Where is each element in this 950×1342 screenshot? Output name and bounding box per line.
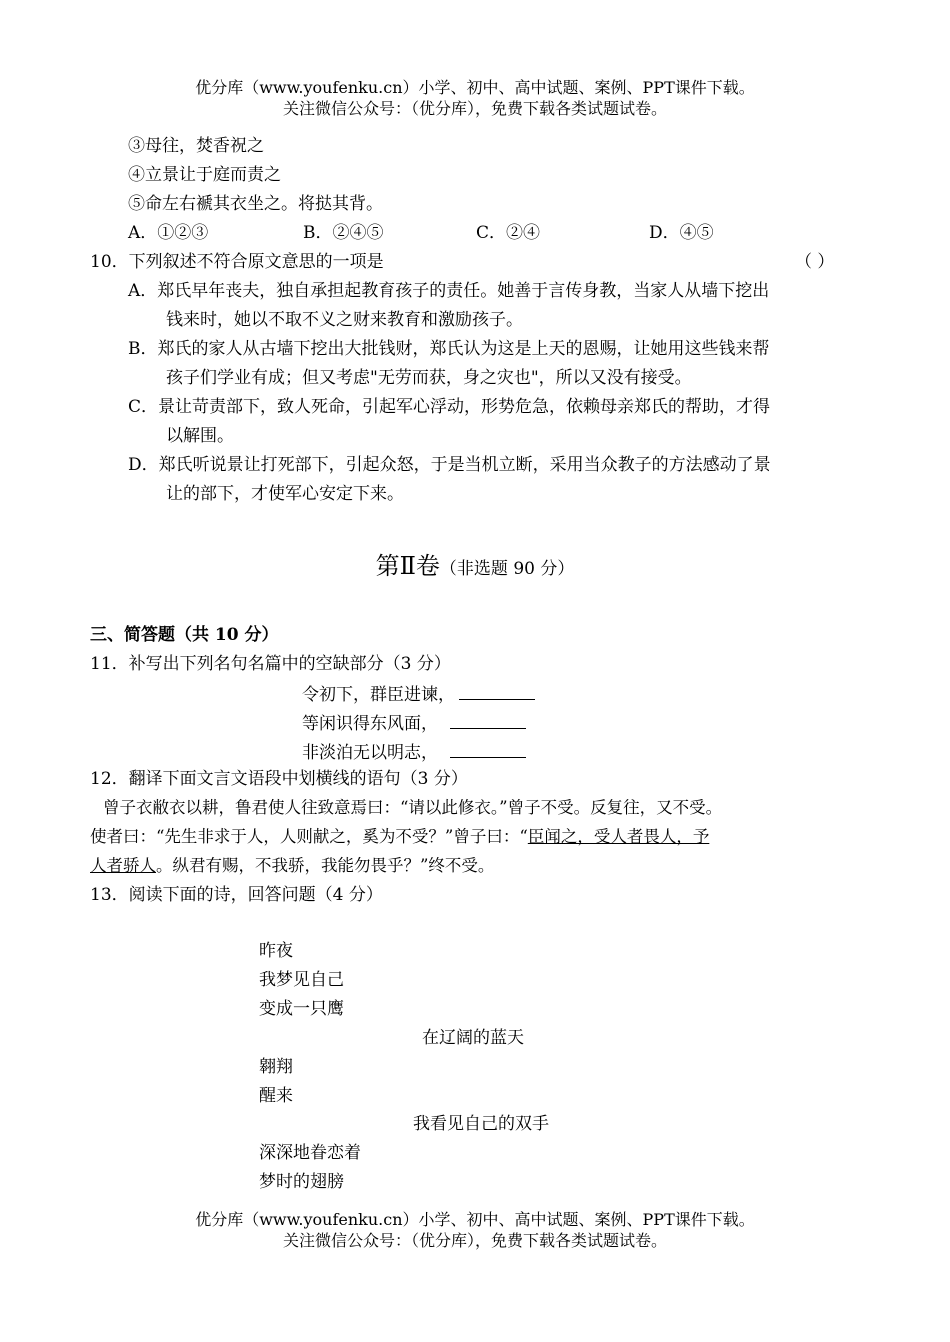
q12-passage-line-2 <box>90 825 709 849</box>
poem-line-8: 深深地眷恋着 <box>259 1143 361 1163</box>
poem-line-5: 翱翔 <box>259 1057 293 1077</box>
header-line-1: 优分库（www.youfenku.cn）小学、初中、高中试题、案例、PPT课件下载。 <box>195 78 755 97</box>
poem-line-2: 我梦见自己 <box>259 970 344 990</box>
q10-option-a-line1: A．郑氏早年丧夫，独自承担起教育孩子的责任。她善于言传身教，当家人从墙下挖出 <box>128 281 770 301</box>
poem-line-4: 在辽阔的蓝天 <box>422 1028 524 1048</box>
q11-blank-1[interactable] <box>459 681 535 700</box>
poem-line-6: 醒来 <box>259 1086 293 1106</box>
q11-line-3 <box>302 739 526 765</box>
poem-line-7: 我看见自己的双手 <box>413 1114 549 1134</box>
q11-line-2 <box>302 710 526 736</box>
q9-item-3: ③母往，焚香祝之 <box>128 136 264 156</box>
q9-option-a: A．①②③ <box>128 223 209 243</box>
section-2-title-row <box>0 550 950 585</box>
poem-line-1: 昨夜 <box>259 941 293 961</box>
q10-option-d-line2: 让的部下，才使军心安定下来。 <box>166 484 404 504</box>
q10-option-b-line1: B．郑氏的家人从古墙下挖出大批钱财，郑氏认为这是上天的恩赐，让她用这些钱来帮 <box>128 339 770 359</box>
q12-passage-line-3 <box>90 854 494 878</box>
q10-option-b-line2: 孩子们学业有成；但又考虑"无劳而获，身之灾也"，所以又没有接受。 <box>166 368 692 388</box>
q10-answer-paren: （ ） <box>795 252 835 272</box>
q9-option-d: D．④⑤ <box>649 223 714 243</box>
q9-item-5: ⑤命左右褫其衣坐之。将挞其背。 <box>128 194 383 214</box>
q11-stem: 11．补写出下列名句名篇中的空缺部分（3 分） <box>90 654 451 674</box>
q11-line-3-text: 非淡泊无以明志， <box>302 743 438 763</box>
q11-line-1-text: 令初下，群臣进谏， <box>302 685 455 705</box>
q12-passage-line-2-text: 使者曰：“先生非求于人，人则献之，奚为不受？”曾子曰：“ <box>90 827 528 846</box>
q10-option-a-line2: 钱来时，她以不取不义之财来教育和激励孩子。 <box>166 310 523 330</box>
poem-line-9: 梦时的翅膀 <box>259 1172 344 1192</box>
section-2-subtitle: （非选题 90 分） <box>439 559 575 579</box>
q11-line-1 <box>302 681 535 707</box>
q12-passage-line-1: 曾子衣敝衣以耕，鲁君使人往致意焉曰：“请以此修衣。”曾子不受。反复往，又不受。 <box>103 798 723 817</box>
poem-line-3: 变成一只鹰 <box>259 999 344 1019</box>
q9-option-c: C．②④ <box>476 223 541 243</box>
q9-option-b: B．②④⑤ <box>303 223 384 243</box>
q12-underlined-part-2: 人者骄人 <box>90 856 156 875</box>
footer-line-1: 优分库（www.youfenku.cn）小学、初中、高中试题、案例、PPT课件下载。 <box>195 1210 755 1229</box>
footer-line-2: 关注微信公众号：（优分库），免费下载各类试题试卷。 <box>282 1231 667 1250</box>
part-3-heading: 三、简答题（共 10 分） <box>90 625 279 645</box>
q9-item-4: ④立景让于庭而责之 <box>128 165 281 185</box>
q13-stem: 13．阅读下面的诗，回答问题（4 分） <box>90 885 383 905</box>
q11-blank-3[interactable] <box>450 739 526 758</box>
q12-stem: 12．翻译下面文言文语段中划横线的语句（3 分） <box>90 769 468 789</box>
q11-blank-2[interactable] <box>450 710 526 729</box>
header-line-2: 关注微信公众号：（优分库），免费下载各类试题试卷。 <box>282 99 667 118</box>
section-2-title: 第Ⅱ卷 <box>375 552 440 580</box>
q12-passage-line-3-text: 。纵君有赐，不我骄，我能勿畏乎？”终不受。 <box>156 856 495 875</box>
q10-option-c-line2: 以解围。 <box>166 426 234 446</box>
q10-option-d-line1: D．郑氏听说景让打死部下，引起众怒，于是当机立断，采用当众教子的方法感动了景 <box>128 455 771 475</box>
q10-stem: 10．下列叙述不符合原文意思的一项是 <box>90 252 384 272</box>
q12-underlined-part-1: 臣闻之，受人者畏人，予 <box>527 827 710 846</box>
q10-option-c-line1: C．景让苛责部下，致人死命，引起军心浮动，形势危急，依赖母亲郑氏的帮助，才得 <box>128 397 771 417</box>
q11-line-2-text: 等闲识得东风面， <box>302 714 438 734</box>
